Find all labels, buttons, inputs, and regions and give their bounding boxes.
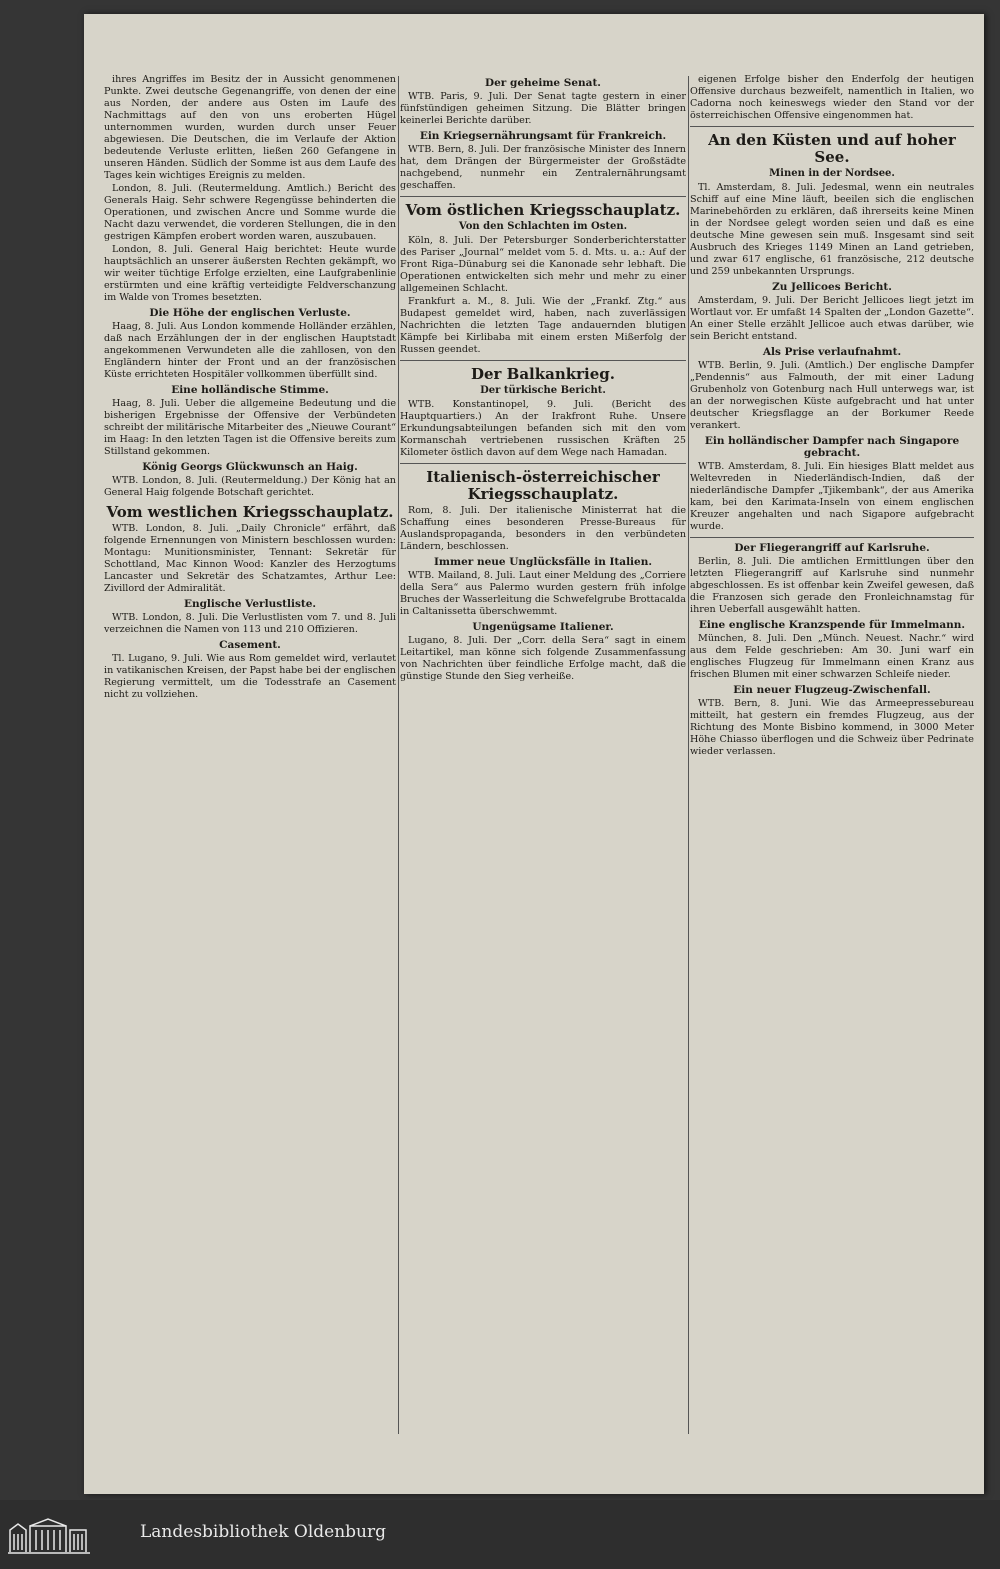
article-text: WTB. Bern, 8. Juni. Wie das Armeepressebureau mitteilt, hat gestern ein fremdes Flugzeug, aus der Richtung des Monte Bisbino kommend, in 3000 Meter Höhe Chiasso überflogen und die Schweiz über Pedrinate wieder verlassen.	[690, 698, 974, 757]
divider	[400, 196, 686, 197]
article-text: WTB. Berlin, 9. Juli. (Amtlich.) Der englische Dampfer „Pendennis“ aus Falmouth, der mit einer Ladung Grubenholz von Gotenburg nach Hull unterwegs war, ist an der norwegischen Küste aufgebracht und hat unter deutscher Kriegsflagge an der Borkumer Reede verankert.	[690, 360, 974, 431]
column-divider	[398, 76, 399, 1434]
library-footer	[0, 1500, 1000, 1569]
column-2	[400, 74, 686, 1444]
article-text: Amsterdam, 9. Juli. Der Bericht Jellicoes liegt jetzt im Wortlaut vor. Er umfaßt 14 Spalten der „London Gazette“. An einer Stelle erzählt Jellicoe auch etwas darüber, wie sein Bericht entstand.	[690, 295, 974, 342]
section-subheading: Der türkische Bericht.	[480, 385, 606, 396]
article-heading: Der geheime Senat.	[485, 77, 601, 89]
section-headline: Der Balkankrieg.	[470, 365, 616, 383]
divider	[400, 463, 686, 464]
article-text: WTB. London, 8. Juli. (Reutermeldung.) Der König hat an General Haig folgende Botschaft gerichtet.	[104, 475, 396, 498]
article-text: München, 8. Juli. Den „Münch. Neuest. Nachr.“ wird aus dem Felde geschrieben: Am 30. Juni warf ein englisches Flugzeug für Immelmann einen Kranz aus frischen Blumen mit einer schwarzen Schleife nieder.	[690, 633, 974, 680]
divider	[690, 537, 974, 538]
article-text: WTB. Paris, 9. Juli. Der Senat tagte gestern in einer fünfstündigen geheimen Sitzung. Die Blätter bringen keinerlei Berichte darüber.	[400, 91, 686, 126]
article-heading: Ein holländischer Dampfer nach Singapore gebracht.	[704, 435, 960, 459]
article-heading: Eine englische Kranzspende für Immelmann.	[698, 619, 966, 631]
article-text: Frankfurt a. M., 8. Juli. Wie der „Frankf. Ztg.“ aus Budapest gemeldet wird, haben, nach zuverlässigen Nachrichten die letzten Tage andauernden blutigen Kämpfe bei Kirlibaba mit einem ersten Mißerfolg der Russen geendet.	[400, 296, 686, 355]
library-building-logo-icon	[6, 1516, 126, 1556]
column-1	[104, 74, 396, 1444]
article-text: WTB. London, 8. Juli. Die Verlustlisten vom 7. und 8. Juli verzeichnen die Namen von 113 und 210 Offizieren.	[104, 612, 396, 635]
article-text: Lugano, 8. Juli. Der „Corr. della Sera“ sagt in einem Leitartikel, man könne sich folgende Zusammenfassung von Nachrichten über feindliche Erfolge macht, daß die günstige Stunde den Sieg verheiße.	[400, 635, 686, 682]
article-heading: Zu Jellicoes Bericht.	[772, 281, 892, 293]
library-name: Landesbibliothek Oldenburg	[140, 1522, 387, 1542]
section-headline: An den Küsten und auf hoher See.	[708, 131, 956, 166]
article-text: London, 8. Juli. (Reutermeldung. Amtlich.) Bericht des Generals Haig. Sehr schwere Regengüsse behinderten die Operationen, und zwischen Ancre und Somme wurde die Nacht dazu verwendet, die vorderen Stellungen, die in den gestrigen Kämpfen erobert worden waren, auszubauen.	[104, 183, 396, 242]
article-heading: Der Fliegerangriff auf Karlsruhe.	[734, 542, 930, 554]
article-text: WTB. Bern, 8. Juli. Der französische Minister des Innern hat, dem Drängen der Bürgermeister der Großstädte nachgebend, nunmehr ein Zentralernährungsamt geschaffen.	[400, 144, 686, 191]
newspaper-page	[84, 14, 984, 1494]
article-text: Haag, 8. Juli. Ueber die allgemeine Bedeutung und die bisherigen Ergebnisse der Offensive der Verbündeten schreibt der militärische Mitarbeiter des „Nieuwe Courant“ im Haag: In den letzten Tagen ist die Offensive bereits zum Stillstand gekommen.	[104, 398, 396, 457]
article-text: Berlin, 8. Juli. Die amtlichen Ermittlungen über den letzten Fliegerangriff auf Karlsruhe sind nunmehr abgeschlossen. Es ist offenbar kein Zweifel gewesen, daß die Franzosen sich gerade den Fronleichnamstag für ihren Ueberfall ausgewählt hatten.	[690, 556, 974, 615]
article-heading: Als Prise verlaufnahmt.	[762, 346, 902, 358]
article-heading: Englische Verlustliste.	[183, 598, 317, 610]
article-text: London, 8. Juli. General Haig berichtet: Heute wurde hauptsächlich an unserer äußersten Rechten gekämpft, wo wir weiter tüchtige Erfolge erzielten, eine Laufgrabenlinie erstürmten und eine kräftig verteidigte Feldverschanzung im Walde von Tromes besetzten.	[104, 244, 396, 303]
article-text: Haag, 8. Juli. Aus London kommende Holländer erzählen, daß nach Erzählungen der in der englischen Hauptstadt angekommenen Verwundeten alle die zahllosen, von den Engländern hinter der Front und an der französischen Küste errichteten Hospitäler vollkommen überfüllt sind.	[104, 321, 396, 380]
article-heading: Casement.	[219, 639, 281, 651]
article-text: ihres Angriffes im Besitz der in Aussicht genommenen Punkte. Zwei deutsche Gegenangriffe, von denen der eine aus Norden, der andere aus Osten im Laufe des Nachmittags auf den von uns eroberten Hügel unternommen wurden, wurden durch unser Feuer abgewiesen. Die Deutschen, die im Verlaufe der Aktion bedeutende Verluste erlitten, ließen 260 Gefangene in unseren Händen. Südlich der Somme ist aus dem Laufe des Tages kein wichtiges Ereignis zu melden.	[104, 74, 396, 181]
article-heading: Eine holländische Stimme.	[171, 384, 329, 396]
divider	[690, 126, 974, 127]
section-headline: Italienisch-österreichischer Kriegsschauplatz.	[426, 468, 660, 503]
article-text: Rom, 8. Juli. Der italienische Ministerrat hat die Schaffung eines besonderen Presse-Bureaus für Auslandspropaganda, besonders in den verbündeten Ländern, beschlossen.	[400, 505, 686, 552]
section-headline: Vom östlichen Kriegsschauplatz.	[405, 201, 681, 219]
article-text: Köln, 8. Juli. Der Petersburger Sonderberichterstatter des Pariser „Journal“ meldet vom 5. d. Mts. u. a.: Auf der Front Riga–Dünaburg sei die Kanonade sehr lebhaft. Die Operationen entwickelten sich mehr und mehr zu einer allgemeinen Schlacht.	[400, 235, 686, 294]
article-text: eigenen Erfolge bisher den Enderfolg der heutigen Offensive durchaus bezweifelt, namentlich in Italien, wo Cadorna noch keineswegs wieder den Stand vor der österreichischen Offensive eingenommen hat.	[690, 74, 974, 121]
article-text: WTB. London, 8. Juli. „Daily Chronicle“ erfährt, daß folgende Ernennungen von Ministern beschlossen wurden: Montagu: Munitionsminister, Tennant: Sekretär für Schottland, Mac Kinnon Wood: Kanzler des Herzogtums Lancaster und Sekretär des Schatzamtes, Arthur Lee: Zivillord der Admiralität.	[104, 523, 396, 594]
divider	[400, 360, 686, 361]
article-heading: Immer neue Unglücksfälle in Italien.	[433, 556, 653, 568]
section-headline: Vom westlichen Kriegsschauplatz.	[106, 503, 394, 521]
article-heading: König Georgs Glückwunsch an Haig.	[142, 461, 358, 473]
article-heading: Ungenügsame Italiener.	[472, 621, 614, 633]
article-text: WTB. Konstantinopel, 9. Juli. (Bericht des Hauptquartiers.) An der Irakfront Ruhe. Unsere Erkundungsabteilungen befanden sich mit den vom Kormanschah vertriebenen russischen Kräften 25 Kilometer östlich davon auf dem Wege nach Hamadan.	[400, 399, 686, 458]
section-subheading: Von den Schlachten im Osten.	[458, 221, 628, 232]
column-divider	[688, 76, 689, 1434]
article-heading: Ein neuer Flugzeug-Zwischenfall.	[733, 684, 931, 696]
article-text: Tl. Amsterdam, 8. Juli. Jedesmal, wenn ein neutrales Schiff auf eine Mine läuft, beeilen sich die englischen Marinebehörden zu erklären, daß ihrerseits keine Minen in der Nordsee gelegt worden seien und daß es eine deutsche Mine gewesen sein muß. Insgesamt sind seit Ausbruch des Krieges 1149 Minen an Land getrieben, und zwar 617 englische, 61 französische, 212 deutsche und 259 unbekannten Ursprungs.	[690, 182, 974, 277]
article-heading: Ein Kriegsernährungsamt für Frankreich.	[419, 130, 667, 142]
article-heading: Die Höhe der englischen Verluste.	[149, 307, 351, 319]
article-text: Tl. Lugano, 9. Juli. Wie aus Rom gemeldet wird, verlautet in vatikanischen Kreisen, der Papst habe bei der englischen Regierung vermittelt, um die Todesstrafe an Casement nicht zu vollziehen.	[104, 653, 396, 700]
column-3	[690, 74, 974, 1444]
article-text: WTB. Amsterdam, 8. Juli. Ein hiesiges Blatt meldet aus Weltevreden in Niederländisch-Indien, daß der niederländische Dampfer „Tjikembank“, der aus Amerika kam, bei den Karimata-Inseln von einem englischen Kreuzer angehalten und nach Sigapore aufgebracht wurde.	[690, 461, 974, 532]
section-subheading: Minen in der Nordsee.	[769, 168, 895, 179]
article-text: WTB. Mailand, 8. Juli. Laut einer Meldung des „Corriere della Sera“ aus Palermo wurden gestern früh infolge Bruches der Wasserleitung die Schwefelgrube Brottacalda in Caltanissetta überschwemmt.	[400, 570, 686, 617]
